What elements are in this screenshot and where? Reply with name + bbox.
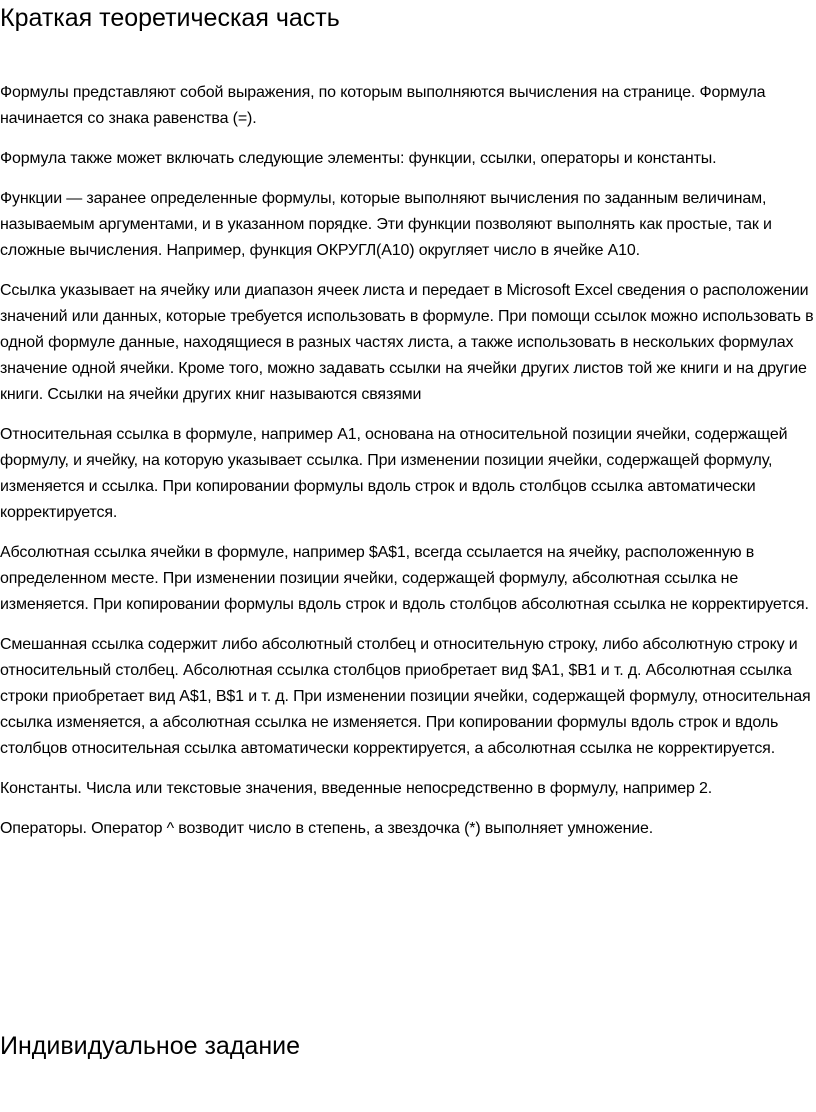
paragraph-operators: Операторы. Оператор ^ возводит число в степень, а звездочка (*) выполняет умножение. bbox=[0, 820, 654, 837]
paragraph-functions: Функции — заранее определенные формулы, которые выполняют вычисления по заданным величинам, называемым аргументами, и в указанном порядке. Эти функции позволяют выполнять как простые, так и сложные вычисления. Например, функция ОКРУГЛ(А10) округляет число в ячейке А10. bbox=[0, 190, 772, 259]
paragraph-formula-elements: Формула также может включать следующие элементы: функции, ссылки, операторы и константы. bbox=[0, 150, 717, 167]
paragraph-constants: Константы. Числа или текстовые значения, введенные непосредственно в формулу, например 2. bbox=[0, 780, 713, 797]
section-heading-theory: Краткая теоретическая часть bbox=[0, 4, 340, 32]
paragraph-relative-reference: Относительная ссылка в формуле, например A1, основана на относительной позиции ячейки, содержащей формулу, и ячейку, на которую указывает ссылка. При изменении позиции ячейки, содержащей формулу, изменяется и ссылка. При копировании формулы вдоль строк и вдоль столбцов ссылка автоматически корректируется. bbox=[0, 426, 788, 521]
paragraph-absolute-reference: Абсолютная ссылка ячейки в формуле, например $A$1, всегда ссылается на ячейку, расположенную в определенном месте. При изменении позиции ячейки, содержащей формулу, абсолютная ссылка не изменяется. При копировании формулы вдоль строк и вдоль столбцов абсолютная ссылка не корректируется. bbox=[0, 544, 809, 613]
paragraph-mixed-reference: Смешанная ссылка содержит либо абсолютный столбец и относительную строку, либо абсолютную строку и относительный столбец. Абсолютная ссылка столбцов приобретает вид $A1, $B1 и т. д. Абсолютная ссылка строки приобретает вид A$1, B$1 и т. д. При изменении позиции ячейки, содержащей формулу, относительная ссылка изменяется, а абсолютная ссылка не изменяется. При копировании формулы вдоль строк и вдоль столбцов относительная ссылка автоматически корректируется, а абсолютная ссылка не корректируется. bbox=[0, 636, 811, 757]
document-body bbox=[0, 80, 816, 856]
paragraph-formulas-intro: Формулы представляют собой выражения, по которым выполняются вычисления на странице. Формула начинается со знака равенства (=). bbox=[0, 84, 766, 127]
section-heading-individual-task: Индивидуальное задание bbox=[0, 1032, 300, 1060]
paragraph-references: Ссылка указывает на ячейку или диапазон ячеек листа и передает в Microsoft Excel сведения о расположении значений или данных, которые требуется использовать в формуле. При помощи ссылок можно использовать в одной формуле данные, находящиеся в разных частях листа, а также использовать в нескольких формулах значение одной ячейки. Кроме того, можно задавать ссылки на ячейки других листов той же книги и на другие книги. Ссылки на ячейки других книг называются связями bbox=[0, 282, 814, 403]
